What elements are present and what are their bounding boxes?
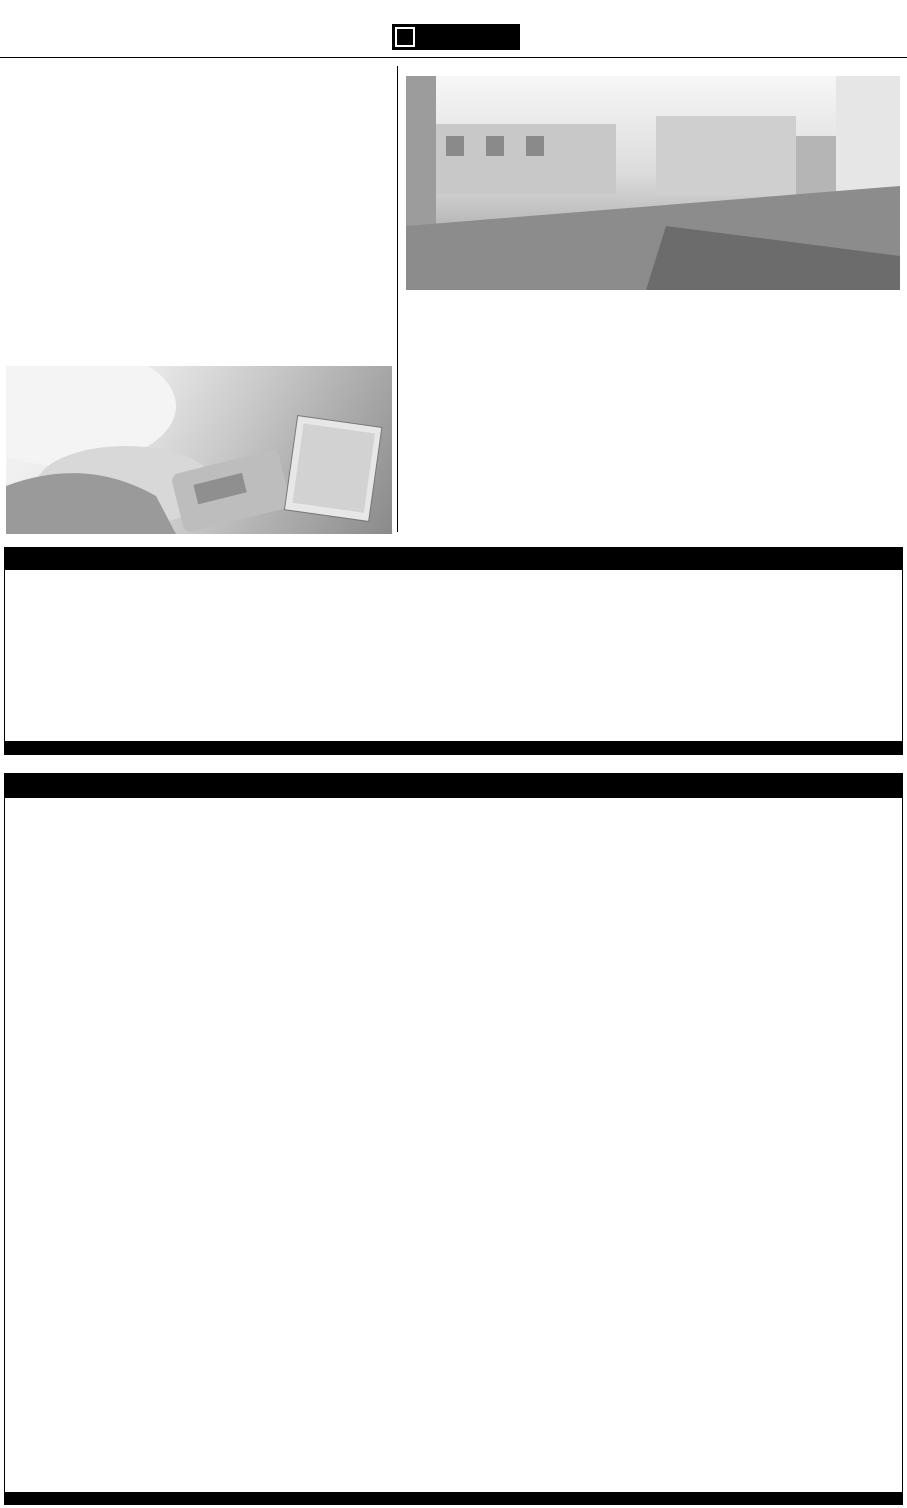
- money-photo-illustration: [6, 366, 392, 534]
- notice-text: [5, 570, 902, 572]
- column-divider: [397, 66, 398, 532]
- logo-badge: [395, 27, 415, 47]
- notice-title: [5, 548, 902, 570]
- notice-text: [5, 798, 902, 802]
- construction-photo-illustration: [406, 76, 900, 290]
- tax-notice-kadikoy: [4, 547, 903, 755]
- article-column-3: [744, 297, 900, 299]
- newspaper-logo: [392, 24, 520, 50]
- money-photo: [6, 366, 392, 534]
- notice-footer: [5, 741, 902, 754]
- notice-title: [5, 774, 902, 798]
- tax-notice-beyoglu: [4, 773, 903, 1505]
- construction-photo: [406, 76, 900, 290]
- article-column-2: [584, 297, 734, 299]
- notice-footer: [5, 1492, 902, 1504]
